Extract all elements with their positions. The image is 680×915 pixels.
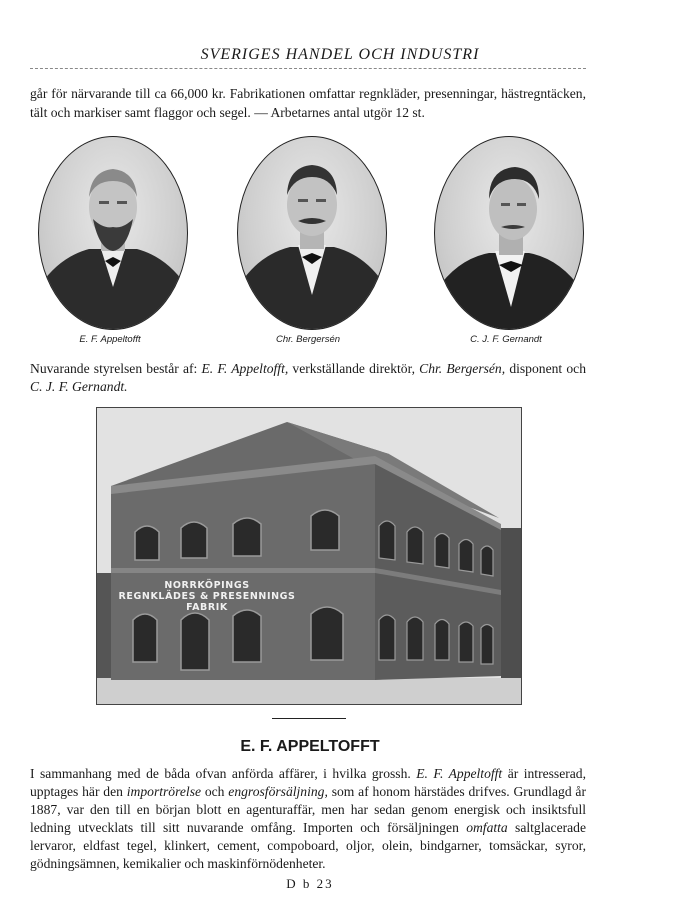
running-head: SVERIGES HANDEL OCH INDUSTRI <box>200 46 480 63</box>
factory-photo <box>96 407 522 705</box>
section-divider <box>272 718 346 719</box>
section-title: E. F. APPELTOFFT <box>240 738 380 755</box>
portrait-appeltofft-photo <box>39 137 187 329</box>
portrait-bergersen <box>237 136 387 330</box>
portrait-bergersen-photo <box>238 137 386 329</box>
factory-sign: NORRKÖPINGS REGNKLÄDES & PRESENNINGS FABRIK <box>118 580 296 613</box>
caption-gernandt: C. J. F. Gernandt <box>470 334 542 345</box>
portrait-gernandt-photo <box>435 137 583 329</box>
portrait-appeltofft <box>38 136 188 330</box>
body-paragraph: I sammanhang med de båda ofvan anförda affärer, i hvilka grossh. E. F. Appeltofft är intresserad, upptages här den importrörelse och engrosförsäljning, som af honom härstädes drifves. Grundlagd år 1887, var den till en början blott en agenturaffär, men har sedan genom energisk och insiktsfull ledning utvecklats till sitt nuvarande omfång. Importen och försäljningen omfatta saltglacerade lervaror, eldfast tegel, klinkert, cement, compoboard, oljor, olein, bindgarner, tomsäckar, syror, gödningsämnen, kemikalier och maskinförnödenheter. <box>30 766 586 871</box>
portrait-gernandt <box>434 136 584 330</box>
caption-bergersen: Chr. Bergersén <box>275 334 341 345</box>
board-paragraph: Nuvarande styrelsen består af: E. F. Appeltofft, verkställande direktör, Chr. Bergersén, disponent och C. J. F. Gernandt. <box>30 361 586 394</box>
page-number: D b 23 <box>286 876 334 891</box>
intro-paragraph: går för närvarande till ca 66,000 kr. Fabrikationen omfattar regnkläder, presenningar, hästregntäcken, tält och markiser samt flaggor och segel. — Arbetarnes antal utgör 12 st. <box>30 86 586 120</box>
header-rule <box>30 68 586 69</box>
caption-appeltofft: E. F. Appeltofft <box>79 334 141 345</box>
